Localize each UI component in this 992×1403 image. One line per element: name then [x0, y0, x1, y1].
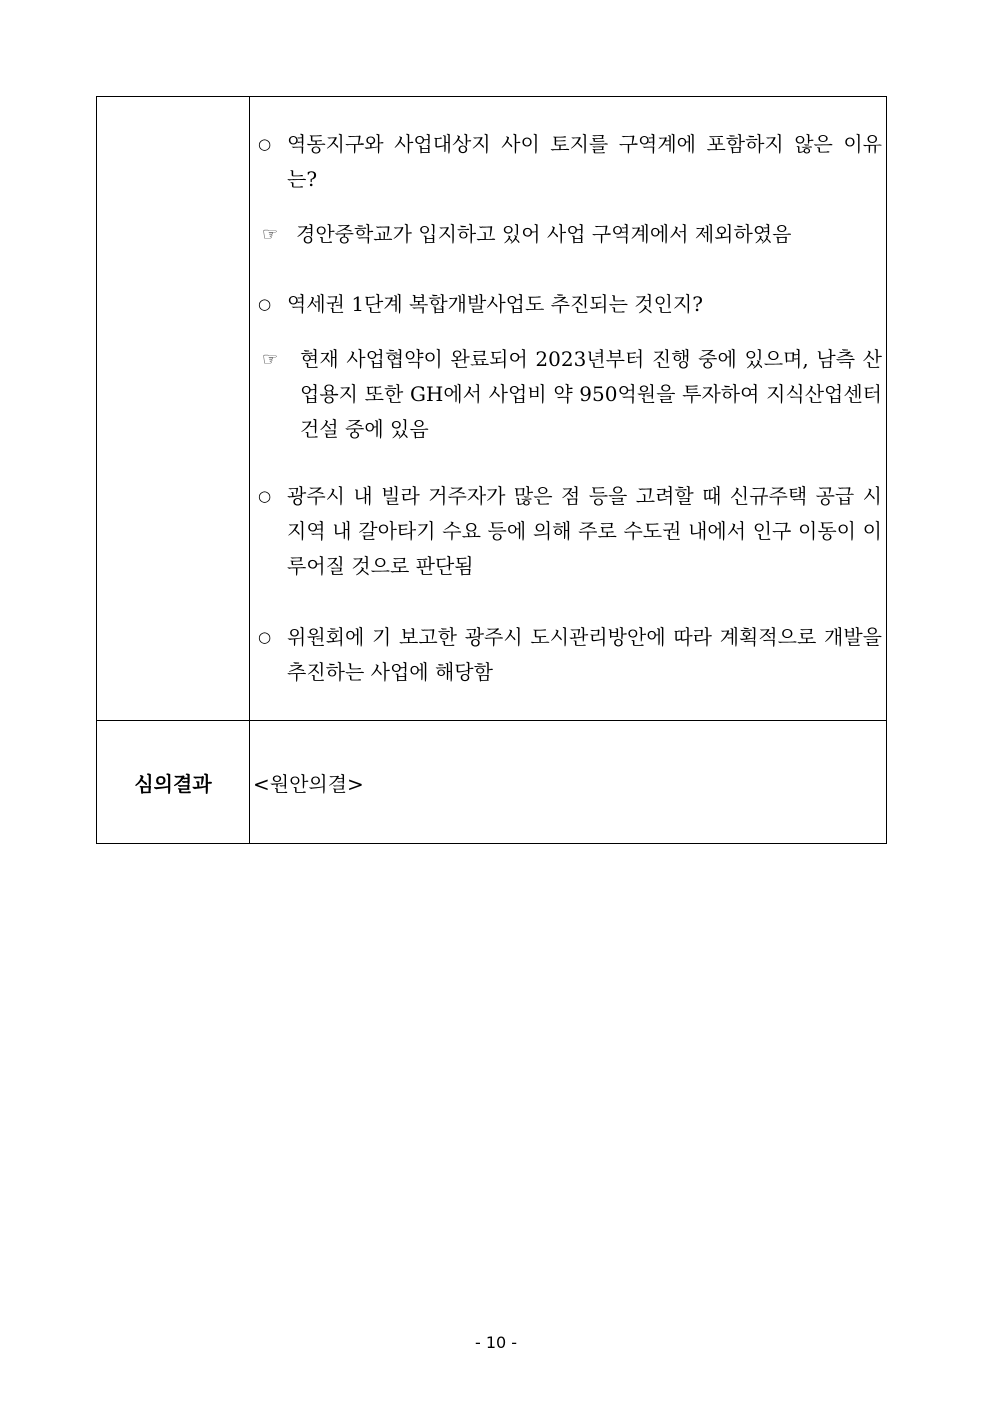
result-value: <원안의결> — [250, 721, 887, 844]
result-label: 심의결과 — [97, 721, 250, 844]
page-number: - 10 - — [474, 1333, 518, 1352]
statement-item — [250, 479, 882, 584]
empty-label-cell — [97, 97, 250, 721]
answer-text: 경안중학교가 입지하고 있어 사업 구역계에서 제외하였음 — [296, 222, 792, 246]
circle-bullet-icon: ○ — [258, 487, 272, 505]
pointing-hand-icon: ☞ — [262, 224, 279, 245]
answer-item — [250, 342, 882, 447]
minutes-table — [96, 96, 887, 844]
answer-text: 현재 사업협약이 완료되어 2023년부터 진행 중에 있으며, 남측 산업용지 또한 GH에서 사업비 약 950억원을 투자하여 지식산업센터 건설 중에 있음 — [300, 347, 882, 441]
circle-bullet-icon: ○ — [258, 295, 272, 313]
question-text: 역세권 1단계 복합개발사업도 추진되는 것인지? — [287, 292, 703, 316]
answer-item — [250, 217, 882, 252]
discussion-content-cell — [250, 97, 887, 721]
result-row — [97, 721, 887, 844]
circle-bullet-icon: ○ — [258, 135, 272, 153]
circle-bullet-icon: ○ — [258, 628, 272, 646]
statement-item — [250, 620, 882, 690]
statement-text: 광주시 내 빌라 거주자가 많은 점 등을 고려할 때 신규주택 공급 시 지역 내 갈아타기 수요 등에 의해 주로 수도권 내에서 인구 이동이 이루어질 것으로 판단됨 — [287, 484, 882, 578]
question-item — [250, 287, 882, 322]
question-item — [250, 127, 882, 197]
question-text: 역동지구와 사업대상지 사이 토지를 구역계에 포함하지 않은 이유는? — [287, 132, 882, 191]
statement-text: 위원회에 기 보고한 광주시 도시관리방안에 따라 계획적으로 개발을 추진하는 사업에 해당함 — [287, 625, 882, 684]
pointing-hand-icon: ☞ — [262, 349, 279, 370]
discussion-row — [97, 97, 887, 721]
